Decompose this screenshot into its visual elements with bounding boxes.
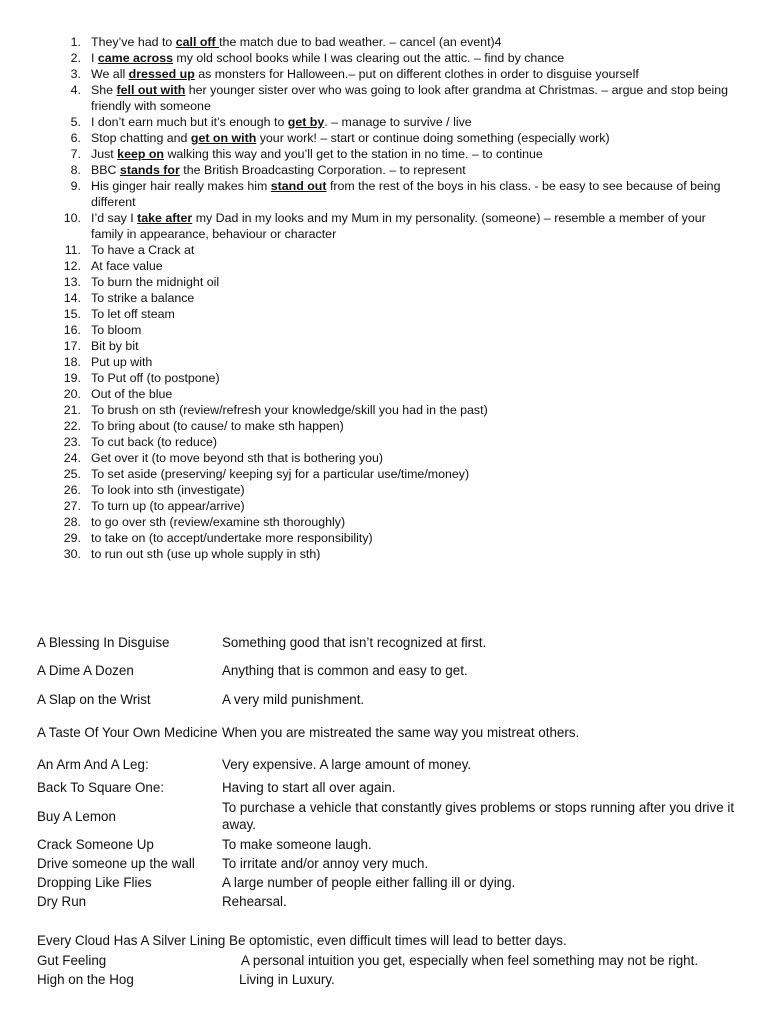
idiom-definition: Be optomistic, even difficult times will lead to better days. [229, 933, 567, 948]
sentence-text: To burn the midnight oil [91, 275, 220, 289]
list-item [40, 546, 740, 562]
list-item-text [81, 354, 740, 370]
idiom-definition: A very mild punishment. [222, 692, 365, 707]
list-item-number: 8. [70, 163, 81, 177]
list-item-text [81, 258, 740, 274]
phrasal-verb: fell out with [116, 83, 186, 97]
idiom-definition: Something good that isn’t recognized at first. [222, 634, 487, 650]
idiom-term: Crack Someone Up [37, 837, 154, 852]
phrasal-verb: stands for [119, 163, 180, 177]
idiom-definition: To make someone laugh. [222, 837, 372, 852]
sentence-text: Stop chatting and [91, 131, 191, 145]
idiom-row [37, 630, 737, 654]
sentence-text: your work! – start or continue doing something (especially work) [256, 131, 610, 145]
idiom-definition: Having to start all over again. [222, 779, 396, 795]
list-item-text [81, 66, 740, 82]
list-item-text [81, 146, 740, 162]
idiom-term: A Taste Of Your Own Medicine [37, 724, 218, 740]
list-item-number: 18. [63, 355, 81, 369]
sentence-text: to run out sth (use up whole supply in sth) [91, 547, 321, 561]
sentence-text: my Dad in my looks and my Mum in my personality. (someone) – resemble a member of your family in appearance, behaviour or character [91, 211, 706, 241]
list-item [40, 162, 740, 178]
list-item-text [81, 82, 740, 114]
idiom-definition: A large number of people either falling ill or dying. [222, 875, 516, 890]
sentence-text: the British Broadcasting Corporation. – to represent [179, 163, 466, 177]
list-item-number: 13. [63, 275, 81, 289]
sentence-text: At face value [91, 259, 163, 273]
idiom-definition: To purchase a vehicle that constantly gives problems or stops running after you drive it away. [222, 800, 735, 832]
idiom-row [37, 873, 737, 892]
list-item-text [81, 50, 740, 66]
list-item [40, 434, 740, 450]
list-item [40, 210, 740, 242]
list-item-number: 27. [63, 499, 81, 513]
sentence-text: She [91, 83, 117, 97]
list-item-text [81, 418, 740, 434]
sentence-text: to go over sth (review/examine sth thoroughly) [91, 515, 346, 529]
list-item-text [81, 114, 740, 130]
idiom-definition: Anything that is common and easy to get. [222, 663, 468, 678]
idiom-row [37, 752, 737, 777]
list-item-number: 9. [70, 179, 81, 193]
idiom-row [37, 654, 737, 687]
sentence-text: the match due to bad weather. – cancel (an event)4 [219, 35, 502, 49]
list-item-text [81, 514, 740, 530]
idiom-definition: A personal intuition you get, especially when feel something may not be right. [241, 952, 699, 968]
list-item-text [81, 386, 740, 402]
list-item-text [81, 338, 740, 354]
phrasal-verb: dressed up [128, 67, 195, 81]
idiom-term: A Dime A Dozen [37, 663, 134, 678]
list-item-number: 12. [63, 259, 81, 273]
list-item-number: 30. [63, 547, 81, 561]
idiom-row [37, 777, 737, 797]
extra-idiom-list [37, 931, 747, 990]
list-item-text [81, 322, 740, 338]
list-item-number: 28. [63, 515, 81, 529]
list-item [40, 50, 740, 66]
sentence-text: To Put off (to postpone) [91, 371, 220, 385]
list-item-number: 7. [70, 147, 81, 161]
sentence-text: as monsters for Halloween.– put on different clothes in order to disguise yourself [194, 67, 639, 81]
list-item [40, 114, 740, 130]
list-item [40, 82, 740, 114]
sentence-text: To look into sth (investigate) [91, 483, 245, 497]
list-item-number: 3. [70, 67, 81, 81]
list-item-number: 6. [70, 131, 81, 145]
idiom-row [37, 712, 737, 752]
list-item-text [81, 482, 740, 498]
list-item-number: 25. [63, 467, 81, 481]
idiom-definition: Rehearsal. [222, 894, 287, 909]
list-item [40, 450, 740, 466]
list-item-text [81, 290, 740, 306]
list-item-number: 19. [63, 371, 81, 385]
list-item [40, 130, 740, 146]
idiom-table [37, 630, 737, 911]
sentence-text: To cut back (to reduce) [91, 435, 218, 449]
sentence-text: her younger sister over who was going to look after grandma at Christmas. – argue and stop being friendly with someone [91, 83, 729, 113]
list-item-text [81, 274, 740, 290]
idiom-row [37, 892, 737, 911]
sentence-text: To let off steam [91, 307, 175, 321]
list-item-number: 11. [64, 243, 81, 257]
list-item-text [81, 530, 740, 546]
list-item [40, 386, 740, 402]
list-item-text [81, 498, 740, 514]
list-item-number: 2. [70, 51, 81, 65]
list-item [40, 354, 740, 370]
list-item [40, 258, 740, 274]
list-item [40, 66, 740, 82]
list-item-number: 20. [63, 387, 81, 401]
list-item-text [81, 130, 740, 146]
sentence-text: To have a Crack at [91, 243, 195, 257]
idiom-row [37, 797, 737, 835]
list-item [40, 498, 740, 514]
list-item-text [81, 210, 740, 242]
list-item [40, 466, 740, 482]
list-item-number: 4. [70, 83, 81, 97]
list-item-number: 5. [70, 115, 81, 129]
sentence-text: . – manage to survive / live [324, 115, 472, 129]
phrasal-verb-list [40, 34, 740, 562]
list-item [40, 306, 740, 322]
idiom-term: Drive someone up the wall [37, 856, 195, 871]
idiom-term: Dry Run [37, 894, 87, 909]
idiom-row [37, 687, 737, 712]
sentence-text: To strike a balance [91, 291, 195, 305]
list-item [40, 274, 740, 290]
idiom-term: A Slap on the Wrist [37, 692, 151, 707]
idiom-term: Back To Square One: [37, 779, 165, 795]
list-item [40, 482, 740, 498]
list-item [40, 322, 740, 338]
sentence-text: Put up with [91, 355, 153, 369]
list-item [40, 370, 740, 386]
list-item [40, 178, 740, 210]
sentence-text: They’ve had to [91, 35, 176, 49]
idiom-row [37, 835, 737, 854]
sentence-text: Bit by bit [91, 339, 139, 353]
sentence-text: I’d say I [91, 211, 138, 225]
idiom-term: Buy A Lemon [37, 808, 116, 824]
idiom-definition: When you are mistreated the same way you mistreat others. [222, 724, 580, 740]
list-item [40, 146, 740, 162]
phrasal-verb: keep on [117, 147, 164, 161]
sentence-text: To set aside (preserving/ keeping syj for a particular use/time/money) [91, 467, 470, 481]
list-item-number: 24. [63, 451, 81, 465]
list-item-number: 1. [70, 35, 81, 49]
list-item-number: 17. [63, 339, 81, 353]
phrasal-verb: get on with [190, 131, 257, 145]
phrasal-verb: take after [137, 211, 193, 225]
idiom-definition: Very expensive. A large amount of money. [222, 757, 472, 772]
sentence-text: from the rest of the boys in his class. - be easy to see because of being different [91, 179, 721, 209]
sentence-text: To bloom [91, 323, 142, 337]
sentence-text: To brush on sth (review/refresh your knowledge/skill you had in the past) [91, 403, 488, 417]
list-item-number: 26. [63, 483, 81, 497]
list-item-text [81, 450, 740, 466]
sentence-text: I [91, 51, 98, 65]
list-item-text [81, 546, 740, 562]
phrasal-verb: stand out [270, 179, 327, 193]
idiom-definition: To irritate and/or annoy very much. [222, 856, 429, 871]
list-item-number: 10. [63, 211, 81, 225]
idiom-row [37, 931, 747, 951]
idiom-row [37, 854, 737, 873]
list-item-text [81, 306, 740, 322]
sentence-text: walking this way and you’ll get to the station in no time. – to continue [164, 147, 543, 161]
list-item-text [81, 242, 740, 258]
sentence-text: Get over it (to move beyond sth that is bothering you) [91, 451, 384, 465]
list-item [40, 34, 740, 50]
idiom-term: Gut Feeling [37, 952, 107, 968]
sentence-text: To turn up (to appear/arrive) [91, 499, 245, 513]
list-item [40, 290, 740, 306]
list-item-number: 21. [63, 403, 81, 417]
sentence-text: Just [91, 147, 118, 161]
list-item-text [81, 370, 740, 386]
phrasal-verb: came across [97, 51, 173, 65]
idiom-term: High on the Hog [37, 972, 134, 987]
list-item [40, 530, 740, 546]
sentence-text: Out of the blue [91, 387, 173, 401]
sentence-text: BBC [91, 163, 120, 177]
idiom-term: A Blessing In Disguise [37, 634, 170, 650]
idiom-term: Every Cloud Has A Silver Lining [37, 933, 226, 948]
sentence-text: my old school books while I was clearing out the attic. – find by chance [172, 51, 565, 65]
list-item-number: 22. [63, 419, 81, 433]
list-item-number: 16. [63, 323, 81, 337]
list-item-text [81, 34, 740, 50]
idiom-row [37, 970, 747, 990]
list-item-text [81, 434, 740, 450]
list-item-text [81, 162, 740, 178]
list-item-number: 23. [63, 435, 81, 449]
idiom-term: Dropping Like Flies [37, 875, 152, 890]
sentence-text: to take on (to accept/undertake more responsibility) [91, 531, 373, 545]
sentence-text: His ginger hair really makes him [91, 179, 271, 193]
sentence-text: I don’t earn much but it’s enough to [91, 115, 288, 129]
list-item-number: 15. [63, 307, 81, 321]
list-item-text [81, 402, 740, 418]
list-item [40, 514, 740, 530]
phrasal-verb: get by [287, 115, 325, 129]
idiom-row [37, 951, 747, 971]
list-item-number: 29. [63, 531, 81, 545]
idiom-definition: Living in Luxury. [239, 972, 335, 987]
sentence-text: To bring about (to cause/ to make sth happen) [91, 419, 344, 433]
list-item-text [81, 178, 740, 210]
sentence-text: We all [91, 67, 129, 81]
list-item [40, 242, 740, 258]
list-item [40, 338, 740, 354]
list-item [40, 402, 740, 418]
list-item-number: 14. [63, 291, 81, 305]
list-item-text [81, 466, 740, 482]
list-item [40, 418, 740, 434]
phrasal-verb: call off [175, 35, 220, 49]
idiom-term: An Arm And A Leg: [37, 757, 149, 772]
